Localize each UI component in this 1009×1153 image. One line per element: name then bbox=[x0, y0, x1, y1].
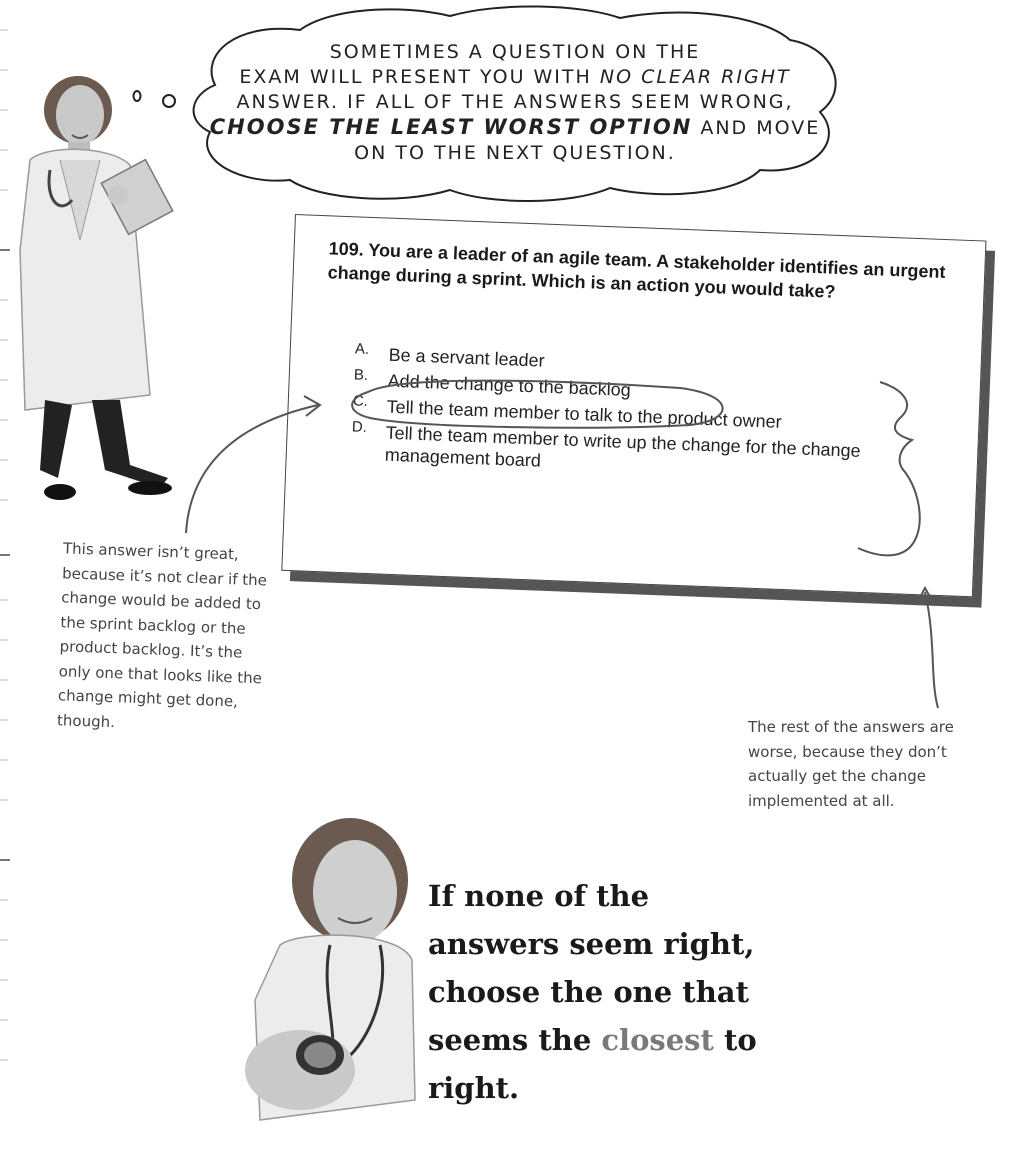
answer-text: Add the change to the backlog bbox=[387, 370, 632, 401]
answer-letter: D. bbox=[351, 418, 368, 436]
question-text: 109. You are a leader of an agile team. A stakeholder identifies an urgent change during a sprint. Which is an action you would take? bbox=[327, 238, 946, 302]
right-annotation-note: The rest of the answers are worse, because they don’t actually get the change implemented at all. bbox=[748, 718, 954, 810]
thought-line-2-italic: NO CLEAR RIGHT bbox=[599, 66, 791, 88]
answer-letter: A. bbox=[354, 340, 370, 358]
answer-text: Tell the team member to write up the change for the change management board bbox=[384, 422, 861, 471]
answer-letter: C. bbox=[352, 392, 369, 410]
thought-emphasis: CHOOSE THE LEAST WORST OPTION bbox=[209, 115, 693, 139]
closing-text-after: to right. bbox=[428, 1023, 757, 1105]
answer-text: Tell the team member to talk to the product owner bbox=[386, 396, 782, 432]
thought-line-1: SOMETIMES A QUESTION ON THE bbox=[329, 41, 701, 63]
answer-text: Be a servant leader bbox=[388, 344, 546, 371]
closing-highlight: closest bbox=[601, 1023, 714, 1057]
closing-text-before: If none of the answers seem right, choose the one that seems the bbox=[428, 879, 755, 1057]
thought-line-4-tail: AND MOVE bbox=[700, 117, 821, 139]
left-annotation-note: This answer isn’t great, because it’s not clear if the change would be added to the sprint backlog or the product backlog. It’s the only one that looks like the change might get done, though. bbox=[56, 539, 268, 731]
thought-line-5: ON TO THE NEXT QUESTION. bbox=[354, 142, 676, 164]
thought-line-3: ANSWER. IF ALL OF THE ANSWERS SEEM WRONG, bbox=[236, 91, 794, 113]
thought-line-2: EXAM WILL PRESENT YOU WITH bbox=[239, 66, 592, 88]
answer-letter: B. bbox=[353, 366, 369, 384]
closing-statement bbox=[428, 872, 788, 1112]
